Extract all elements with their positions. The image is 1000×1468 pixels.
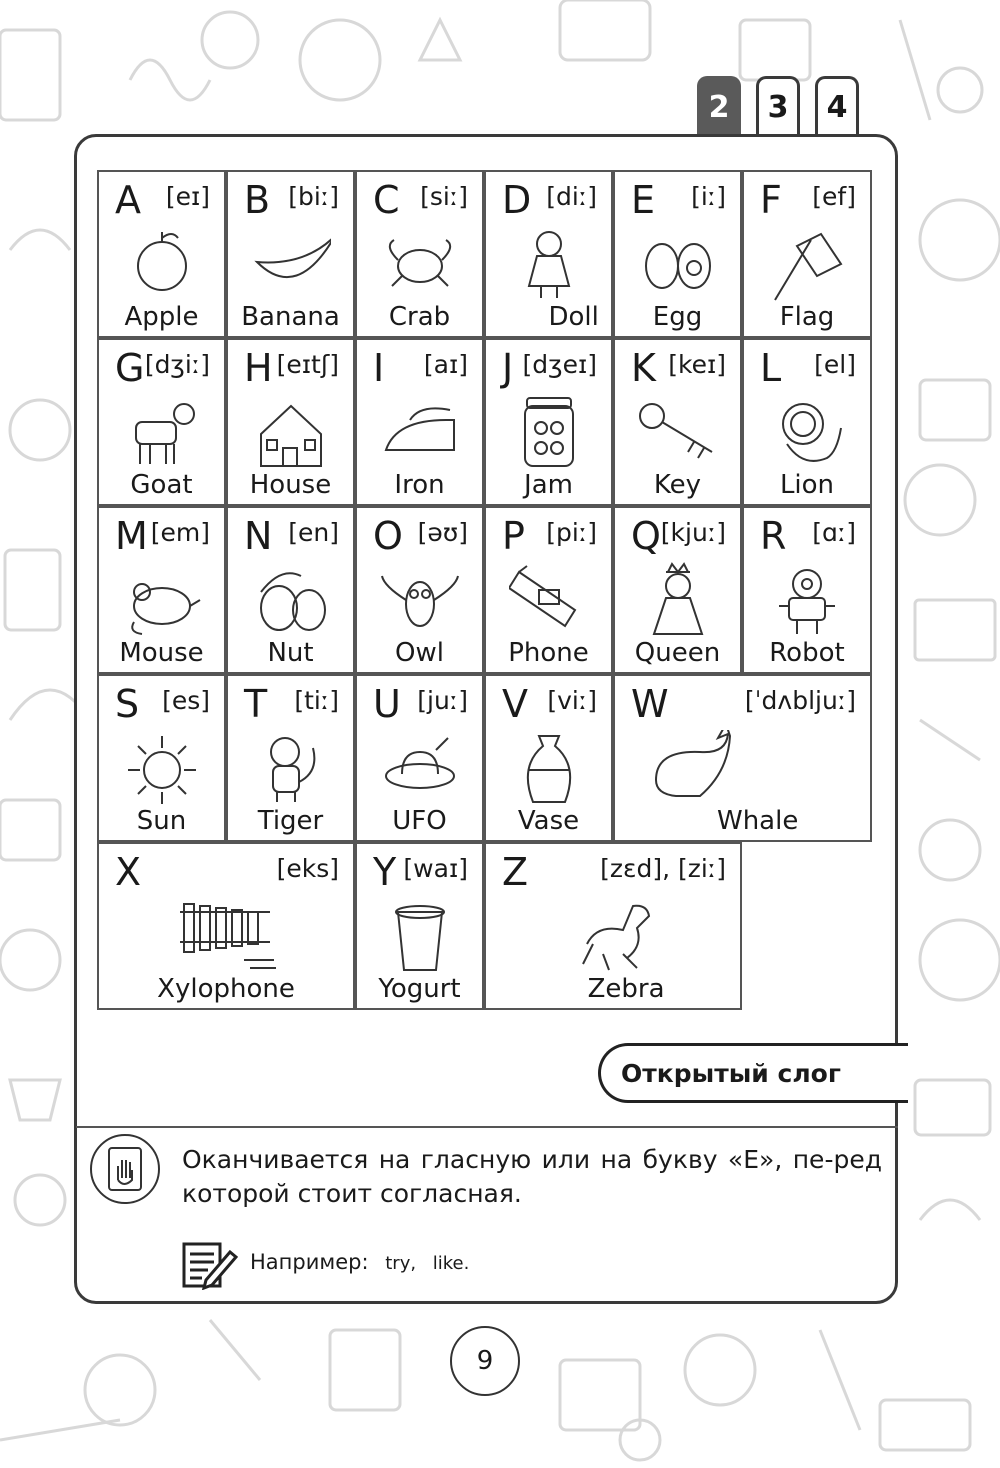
zebra-icon — [573, 898, 653, 980]
example-word: Apple — [124, 302, 199, 332]
transcription: [keɪ] — [668, 350, 726, 379]
vase-icon — [509, 730, 589, 812]
letter: J — [502, 346, 514, 390]
letter: Y — [373, 850, 397, 894]
example-word: Zebra — [587, 974, 665, 1004]
mouse-icon — [122, 562, 202, 644]
example-word: Iron — [394, 470, 445, 500]
letter-card-p — [484, 506, 613, 674]
letter: N — [244, 514, 273, 558]
example-word: try, — [385, 1253, 417, 1274]
letter-card-f — [742, 170, 872, 338]
owl-icon — [380, 562, 460, 644]
example-label: Например: — [250, 1250, 369, 1274]
lion-icon — [767, 394, 847, 476]
letter: F — [760, 178, 782, 222]
letter-card-u — [355, 674, 484, 842]
transcription: [juː] — [417, 686, 468, 715]
letter: K — [631, 346, 656, 390]
tab-2[interactable]: 2 — [697, 76, 741, 136]
letter: L — [760, 346, 782, 390]
example-word: Mouse — [119, 638, 204, 668]
queen-icon — [638, 562, 718, 644]
crab-icon — [380, 226, 460, 308]
example-word: like. — [432, 1253, 470, 1274]
goat-icon — [122, 394, 202, 476]
transcription: [ef] — [812, 182, 856, 211]
banana-icon — [251, 226, 331, 308]
letter: W — [631, 682, 669, 726]
phone-icon — [509, 562, 589, 644]
example-word: Jam — [524, 470, 573, 500]
example-word: Goat — [130, 470, 193, 500]
letter-card-y — [355, 842, 484, 1010]
letter-card-s — [97, 674, 226, 842]
letter-card-b — [226, 170, 355, 338]
flag-icon — [767, 226, 847, 308]
transcription: [waɪ] — [403, 854, 468, 883]
letter: M — [115, 514, 148, 558]
letter-card-w — [613, 674, 872, 842]
example-word: Lion — [779, 470, 835, 500]
example-word: Egg — [652, 302, 703, 332]
letter: H — [244, 346, 273, 390]
example-word: Crab — [388, 302, 451, 332]
transcription: [em] — [150, 518, 210, 547]
letter: G — [115, 346, 145, 390]
example-word: Tiger — [257, 806, 324, 836]
example-word: Queen — [634, 638, 721, 668]
rule-text: Оканчивается на гласную или на букву «E», пе-ред которой стоит согласная. — [182, 1145, 882, 1208]
jam-icon — [509, 394, 589, 476]
letter-card-a — [97, 170, 226, 338]
letter-card-j — [484, 338, 613, 506]
whale-icon — [652, 730, 732, 812]
letter: T — [244, 682, 268, 726]
example-word: Xylophone — [157, 974, 295, 1004]
transcription: [ˈdʌbljuː] — [744, 686, 856, 715]
transcription: [el] — [814, 350, 856, 379]
letter-card-r — [742, 506, 872, 674]
example-word: Flag — [779, 302, 835, 332]
transcription: [biː] — [288, 182, 339, 211]
example-word: Nut — [267, 638, 314, 668]
divider — [76, 1126, 898, 1128]
letter: E — [631, 178, 656, 222]
tab-3[interactable]: 3 — [756, 76, 800, 136]
yogurt-icon — [380, 898, 460, 980]
page-number: 9 — [450, 1326, 520, 1396]
example-word: UFO — [392, 806, 447, 836]
example-line — [250, 1250, 469, 1274]
transcription: [dʒiː] — [144, 350, 210, 379]
letter: S — [115, 682, 140, 726]
letter: D — [502, 178, 532, 222]
key-icon — [638, 394, 718, 476]
egg-icon — [638, 226, 718, 308]
example-word: House — [249, 470, 332, 500]
transcription: [ɑː] — [812, 518, 856, 547]
xylophone-icon — [174, 898, 278, 980]
rule-title: Открытый слог — [598, 1043, 908, 1103]
transcription: [diː] — [546, 182, 597, 211]
transcription: [iː] — [691, 182, 726, 211]
example-word: Banana — [241, 302, 340, 332]
letter: X — [115, 850, 142, 894]
transcription: [zɛd], [ziː] — [600, 854, 726, 883]
example-word: Vase — [517, 806, 580, 836]
letter: V — [502, 682, 528, 726]
tiger-icon — [251, 730, 331, 812]
letter: Q — [631, 514, 661, 558]
robot-icon — [767, 562, 847, 644]
example-word: Robot — [769, 638, 845, 668]
doll-icon — [509, 226, 589, 308]
letter-card-m — [97, 506, 226, 674]
transcription: [eɪtʃ] — [276, 350, 339, 379]
letter-card-x — [97, 842, 355, 1010]
transcription: [siː] — [420, 182, 468, 211]
letter-card-d — [484, 170, 613, 338]
letter-card-v — [484, 674, 613, 842]
example-word: Phone — [508, 638, 589, 668]
transcription: [eks] — [276, 854, 339, 883]
letter-card-g — [97, 338, 226, 506]
example-word: Owl — [395, 638, 444, 668]
letter: B — [244, 178, 271, 222]
letter-card-h — [226, 338, 355, 506]
transcription: [əʊ] — [417, 518, 468, 547]
letter: U — [373, 682, 401, 726]
letter: R — [760, 514, 787, 558]
letter-card-n — [226, 506, 355, 674]
example-word: Yogurt — [378, 974, 461, 1004]
transcription: [kjuː] — [660, 518, 726, 547]
letter-card-k — [613, 338, 742, 506]
transcription: [piː] — [546, 518, 597, 547]
example-word: Key — [653, 470, 702, 500]
transcription: [aɪ] — [423, 350, 468, 379]
letter-card-e — [613, 170, 742, 338]
letter: I — [373, 346, 385, 390]
stop-hand-icon — [90, 1134, 160, 1204]
letter-card-q — [613, 506, 742, 674]
letter: A — [115, 178, 141, 222]
letter: C — [373, 178, 400, 222]
transcription: [viː] — [547, 686, 597, 715]
house-icon — [251, 394, 331, 476]
nut-icon — [251, 562, 331, 644]
tab-4[interactable]: 4 — [815, 76, 859, 136]
notepad-pencil-icon — [182, 1240, 238, 1294]
transcription: [en] — [288, 518, 339, 547]
letter: P — [502, 514, 525, 558]
letter-card-c — [355, 170, 484, 338]
letter-card-z — [484, 842, 742, 1010]
transcription: [es] — [162, 686, 210, 715]
sun-icon — [122, 730, 202, 812]
apple-icon — [122, 226, 202, 308]
letter-card-i — [355, 338, 484, 506]
transcription: [tiː] — [294, 686, 339, 715]
letter-card-l — [742, 338, 872, 506]
example-word: Whale — [717, 806, 799, 836]
ufo-icon — [380, 730, 460, 812]
letter: O — [373, 514, 403, 558]
example-word: Sun — [136, 806, 187, 836]
example-word: Doll — [548, 302, 599, 332]
letter-card-t — [226, 674, 355, 842]
transcription: [eɪ] — [165, 182, 210, 211]
iron-icon — [380, 394, 460, 476]
transcription: [dʒeɪ] — [522, 350, 597, 379]
letter: Z — [502, 850, 529, 894]
letter-card-o — [355, 506, 484, 674]
